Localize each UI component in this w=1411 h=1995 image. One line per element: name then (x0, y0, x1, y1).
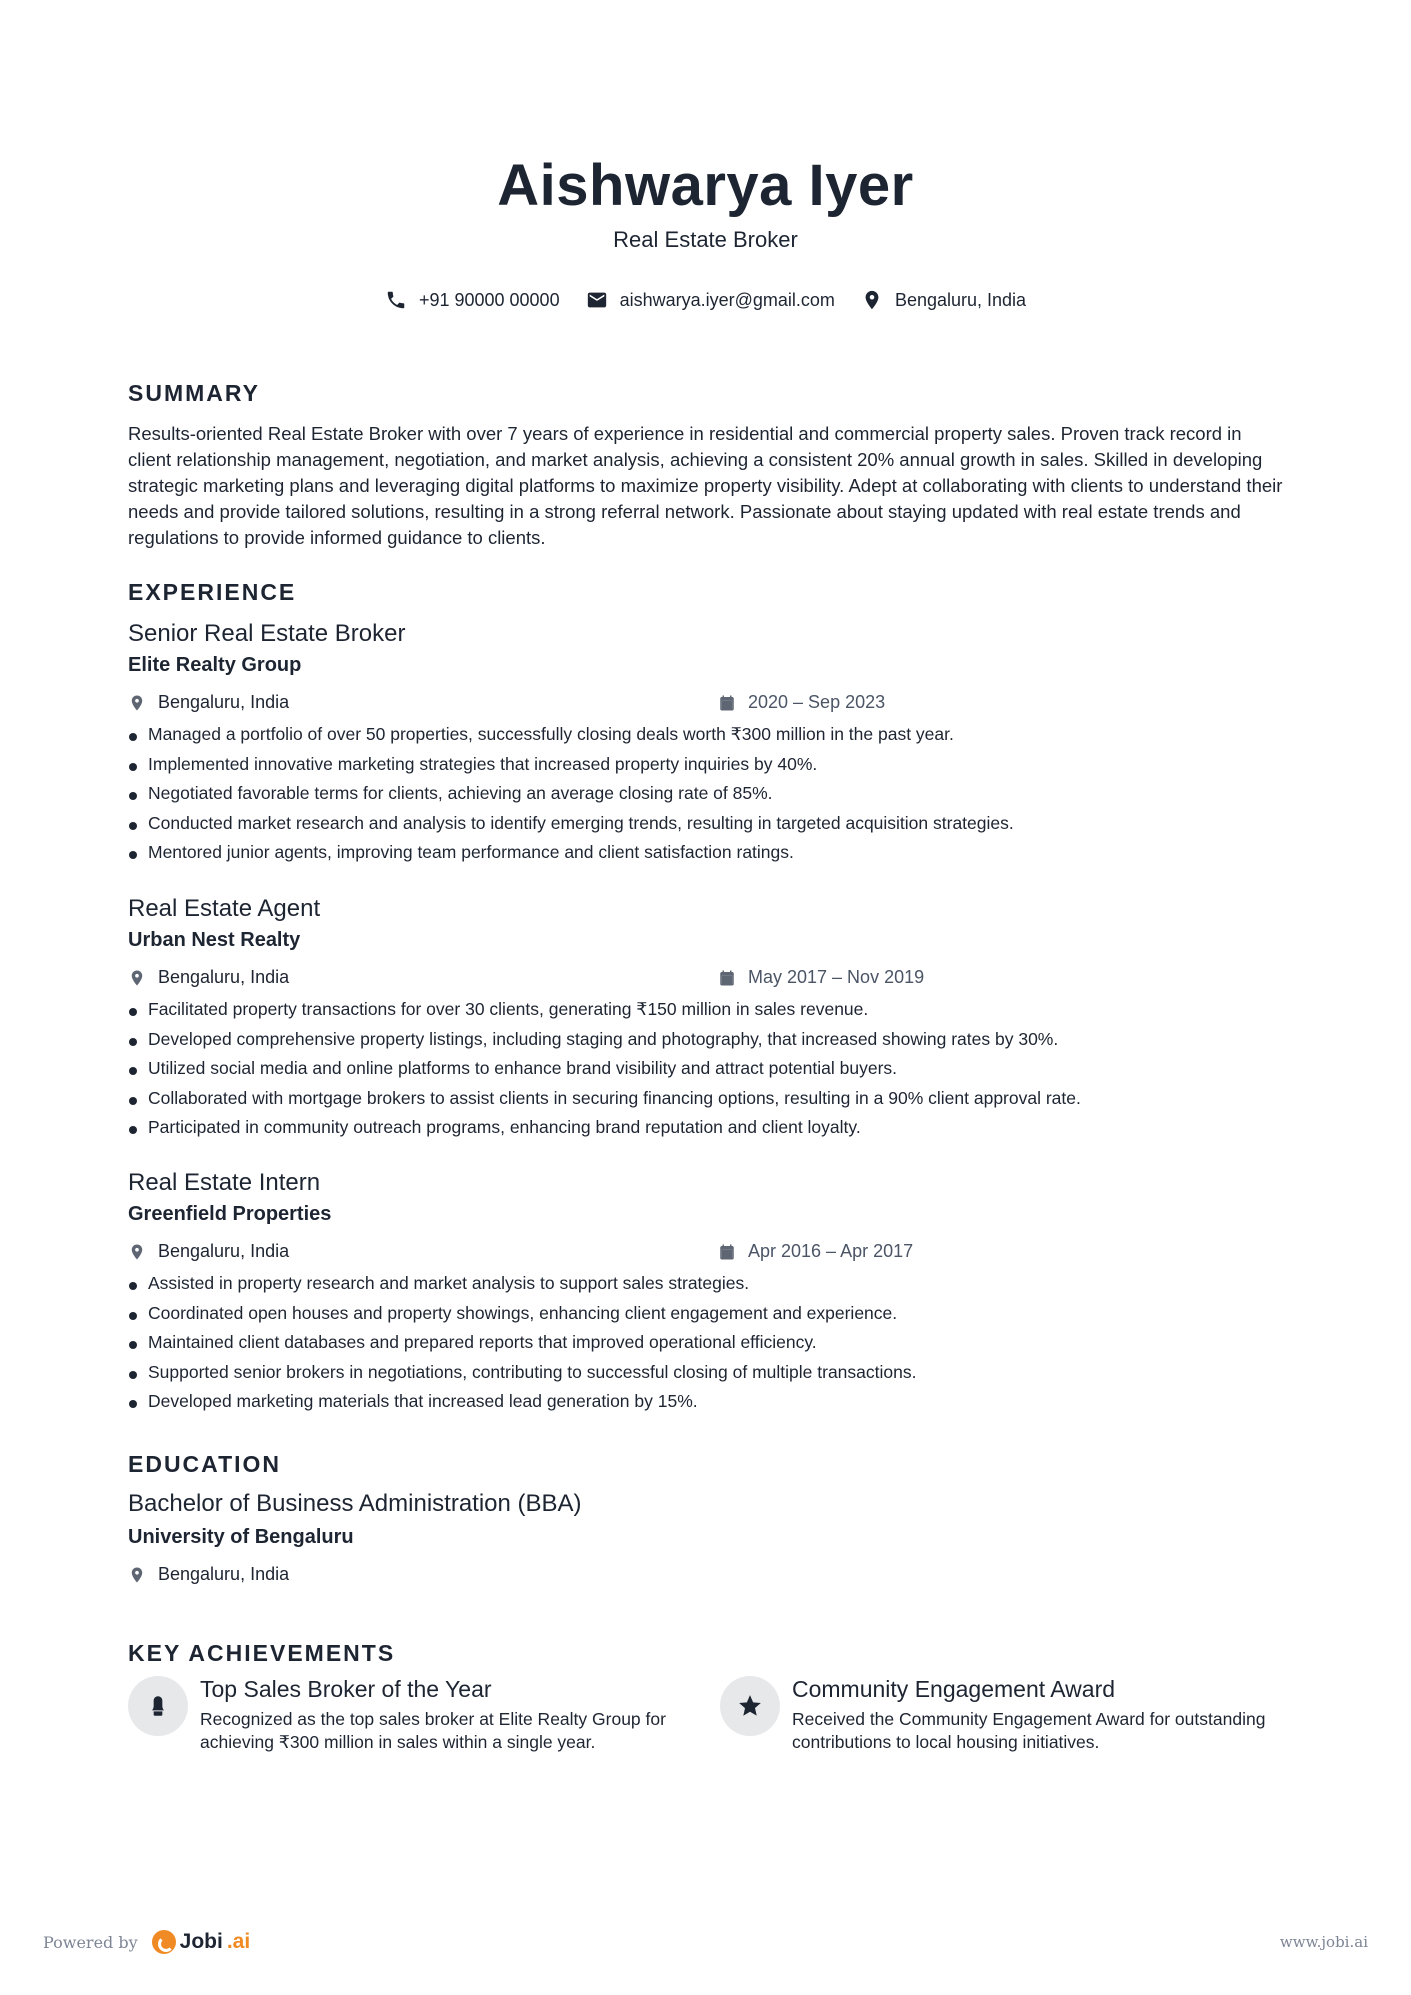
jobi-logo-icon (152, 1930, 176, 1954)
list-item: Maintained client databases and prepared reports that improved operational efficiency. (128, 1328, 1278, 1358)
degree-title: Bachelor of Business Administration (BBA) (128, 1490, 582, 1517)
job-company: Elite Realty Group (128, 654, 302, 676)
achievement-description: Recognized as the top sales broker at Elite Realty Group for achieving ₹300 million in sales within a single year. (200, 1709, 666, 1752)
job-title: Real Estate Agent (128, 895, 321, 922)
phone-text: +91 90000 00000 (418, 289, 560, 310)
list-item: Participated in community outreach programs, enhancing brand reputation and client loyalty. (128, 1113, 1278, 1143)
experience-entry (128, 1169, 1278, 1417)
job-location-text: Bengaluru, India (158, 692, 290, 712)
logo-main-text: Jobi (179, 1930, 223, 1953)
list-item: Facilitated property transactions for over 30 clients, generating ₹150 million in sales revenue. (128, 995, 1278, 1025)
education-location (128, 1564, 289, 1585)
list-item: Supported senior brokers in negotiations, contributing to successful closing of multiple transactions. (128, 1358, 1278, 1388)
list-item: Coordinated open houses and property showings, enhancing client engagement and experience. (128, 1299, 1278, 1329)
logo-suffix-text: .ai (226, 1930, 251, 1953)
list-item: Developed comprehensive property listings, including staging and photography, that increased showing rates by 30%. (128, 1025, 1278, 1055)
location-pin-icon (861, 289, 883, 311)
education-heading: EDUCATION (128, 1451, 282, 1477)
contact-location (861, 289, 1026, 311)
calendar-icon (718, 969, 736, 987)
candidate-role: Real Estate Broker (613, 227, 798, 252)
location-pin-icon (128, 694, 146, 712)
list-item: Negotiated favorable terms for clients, achieving an average closing rate of 85%. (128, 779, 1278, 809)
location-pin-icon (128, 1243, 146, 1261)
education-location-text: Bengaluru, India (158, 1564, 290, 1584)
job-bullets (128, 995, 1278, 1143)
list-item: Developed marketing materials that increased lead generation by 15%. (128, 1387, 1278, 1417)
job-bullets (128, 720, 1278, 868)
location-text: Bengaluru, India (894, 289, 1027, 310)
job-location (128, 1241, 289, 1262)
job-company: Urban Nest Realty (128, 929, 301, 951)
job-meta (128, 1237, 1278, 1269)
trophy-icon (145, 1693, 171, 1719)
achievement-icon-badge (720, 1676, 780, 1736)
list-item: Implemented innovative marketing strategies that increased property inquiries by 40%. (128, 750, 1278, 780)
mail-icon (586, 289, 608, 311)
candidate-name: Aishwarya Iyer (497, 153, 914, 218)
location-pin-icon (128, 1566, 146, 1584)
achievement-icon-badge (128, 1676, 188, 1736)
contact-bar (0, 289, 1411, 311)
job-dates-text: Apr 2016 – Apr 2017 (748, 1241, 914, 1261)
achievements-heading: KEY ACHIEVEMENTS (128, 1640, 396, 1666)
achievement-description: Received the Community Engagement Award for outstanding contributions to local housing initiatives. (792, 1709, 1266, 1752)
job-location (128, 967, 289, 988)
job-dates-text: May 2017 – Nov 2019 (748, 967, 925, 987)
achievement-title: Community Engagement Award (792, 1676, 1116, 1702)
job-meta (128, 688, 1278, 720)
job-title: Senior Real Estate Broker (128, 620, 406, 647)
summary-heading: SUMMARY (128, 380, 260, 406)
job-title: Real Estate Intern (128, 1169, 321, 1196)
list-item: Conducted market research and analysis to identify emerging trends, resulting in targeted acquisition strategies. (128, 809, 1278, 839)
phone-icon (385, 289, 407, 311)
experience-entry (128, 895, 1278, 1143)
job-dates (718, 967, 924, 988)
job-location (128, 692, 289, 713)
education-meta (128, 1560, 1278, 1592)
list-item: Utilized social media and online platforms to enhance brand visibility and attract potential buyers. (128, 1054, 1278, 1084)
summary-text: Results-oriented Real Estate Broker with over 7 years of experience in residential and commercial property sales. Proven track record in client relationship management, negotiation, and market analysis, achieving a consistent 20% annual growth in sales. Skilled in developing strategic marketing plans and leveraging digital platforms to maximize property visibility. Adept at collaborating with clients to understand their needs and provide tailored solutions, resulting in a strong referral network. Passionate about staying updated with real estate trends and regulations to provide informed guidance to clients. (128, 423, 1283, 548)
experience-entry (128, 620, 1278, 868)
list-item: Assisted in property research and market analysis to support sales strategies. (128, 1269, 1278, 1299)
experience-heading: EXPERIENCE (128, 579, 297, 605)
footer-powered-by (43, 1930, 250, 1954)
footer-website-link[interactable]: www.jobi.ai (1279, 1933, 1368, 1951)
job-location-text: Bengaluru, India (158, 967, 290, 987)
list-item: Mentored junior agents, improving team performance and client satisfaction ratings. (128, 838, 1278, 868)
calendar-icon (718, 694, 736, 712)
email-text: aishwarya.iyer@gmail.com (619, 289, 835, 310)
list-item: Managed a portfolio of over 50 properties, successfully closing deals worth ₹300 million in the past year. (128, 720, 1278, 750)
achievement-title: Top Sales Broker of the Year (200, 1676, 492, 1702)
job-meta (128, 963, 1278, 995)
location-pin-icon (128, 969, 146, 987)
jobi-logo[interactable] (152, 1930, 251, 1954)
school-name: University of Bengaluru (128, 1526, 354, 1548)
calendar-icon (718, 1243, 736, 1261)
powered-by-text: Powered by (43, 1932, 138, 1952)
list-item: Collaborated with mortgage brokers to assist clients in securing financing options, resulting in a 90% client approval rate. (128, 1084, 1278, 1114)
achievement-item (128, 1676, 688, 1756)
job-company: Greenfield Properties (128, 1203, 332, 1225)
achievement-item (720, 1676, 1280, 1756)
job-dates-text: 2020 – Sep 2023 (748, 692, 886, 712)
star-icon (737, 1693, 763, 1719)
job-dates (718, 1241, 913, 1262)
job-dates (718, 692, 885, 713)
education-entry (128, 1490, 1278, 1592)
contact-phone[interactable] (385, 289, 560, 311)
contact-email[interactable] (586, 289, 835, 311)
job-bullets (128, 1269, 1278, 1417)
job-location-text: Bengaluru, India (158, 1241, 290, 1261)
